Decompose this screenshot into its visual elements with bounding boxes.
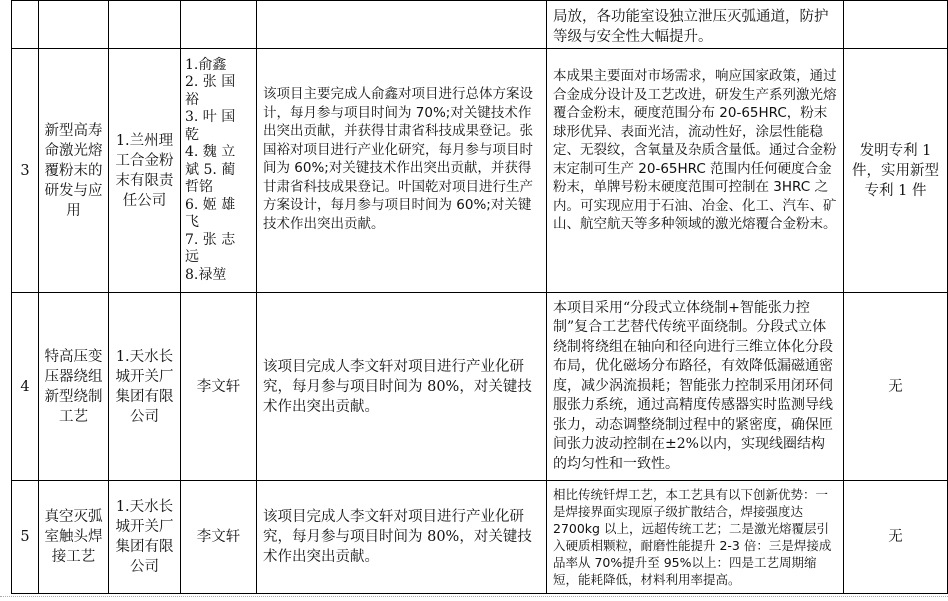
innovation-cell	[547, 1, 844, 49]
achievement-table	[11, 0, 948, 594]
table-row	[12, 1, 948, 49]
innovation-text: 局放，各功能室设独立泄压灭弧通道，防护等级与安全性大幅提升。	[553, 9, 829, 45]
innovation-cell	[547, 481, 844, 594]
ip-text: 无	[888, 529, 903, 545]
row-number-cell	[12, 481, 39, 594]
row-number: 5	[20, 529, 30, 545]
person-name: 1.俞鑫	[185, 56, 227, 73]
contribution-text: 该项目完成人李文轩对项目进行产业化研究，每月参与项目时间为 80%，对关键技术作出突出贡献。	[263, 509, 532, 565]
contribution-text: 该项目完成人李文轩对项目进行产业化研究，每月参与项目时间为 80%，对关键技术作出突出贡献。	[263, 358, 532, 415]
person-name: 3. 叶 国 乾	[185, 109, 236, 143]
unit-cell	[109, 1, 181, 49]
innovation-text: 相比传统钎焊工艺，本工艺具有以下创新优势：一是焊接界面实现原子级扩散结合，焊接强度达 2700kg 以上，远超传统工艺；二是激光熔覆层引入硬质相颗粒，耐磨性能提升 2-3 倍：三是焊接成品率从 70%提升至 95%以上：四是工艺周期缩短，能耗降低，材料利用率提高。	[553, 487, 832, 587]
project-name: 真空灭弧室触头焊接工艺	[44, 509, 103, 565]
row-number: 3	[20, 162, 30, 179]
project-name-cell	[39, 481, 109, 594]
page-bottom-divider	[0, 596, 948, 597]
table-row	[12, 293, 948, 481]
person-name: 7. 张 志 远	[185, 231, 236, 266]
people-cell	[181, 1, 257, 49]
ip-cell	[844, 481, 948, 594]
project-name-cell	[39, 49, 109, 293]
person-name: 6. 姬 雄 飞	[185, 196, 236, 231]
unit-name: 1.天水长城开关厂集团有限公司	[115, 348, 174, 425]
row-number-cell	[12, 49, 39, 293]
innovation-cell	[547, 49, 844, 293]
unit-name: 1.天水长城开关厂集团有限公司	[115, 499, 174, 575]
project-name-cell	[39, 1, 109, 49]
person-name: 李文轩	[196, 529, 241, 545]
innovation-text: 本成果主要面对市场需求，响应国家政策，通过合金成分设计及工艺改进，研发生产系列激光熔覆合金粉末，硬度范围分布 20-65HRC，粉末球形优异、表面光洁，流动性好，涂层性能稳定、无裂纹，含氧量及杂质含量低。通过合金粉末定制可生产 20-65HRC 范围内任何硬度合金粉末，单牌号粉末硬度范围可控制在 3HRC 之内。可实现应用于石油、冶金、化工、汽车、矿山、航空航天等多种领域的激光熔覆合金粉末。	[553, 68, 837, 232]
person-name: 4. 魏 立 斌 5. 蔺 哲铭	[185, 144, 236, 196]
innovation-cell	[547, 293, 844, 481]
ip-text: 无	[888, 378, 903, 395]
table-row	[12, 49, 948, 293]
contribution-cell	[257, 293, 547, 481]
unit-name: 1.兰州理工合金粉末有限责任公司	[115, 132, 174, 209]
unit-cell	[109, 293, 181, 481]
project-name: 特高压变压器绕组新型绕制工艺	[44, 348, 103, 425]
contribution-cell	[257, 49, 547, 293]
contribution-cell	[257, 1, 547, 49]
people-cell	[181, 481, 257, 594]
ip-cell	[844, 49, 948, 293]
person-name: 8.禄堃	[185, 266, 227, 283]
row-number-cell	[12, 293, 39, 481]
table-row	[12, 481, 948, 594]
people-cell	[181, 293, 257, 481]
person-name: 2. 张 国 裕	[185, 74, 236, 108]
contribution-text: 该项目主要完成人俞鑫对项目进行总体方案设计，每月参与项目时间为 70%;对关键技术作出突出贡献，并获得甘肃省科技成果登记。张国裕对项目进行产业化研究，每月参与项目时间为 60%;对关键技术作出突出贡献，并获得甘肃省科技成果登记。叶国乾对项目进行生产方案设计，每月参与项目时间为 60%;对关键技术作出突出贡献。	[263, 86, 533, 232]
unit-cell	[109, 49, 181, 293]
unit-cell	[109, 481, 181, 594]
row-number: 4	[20, 378, 30, 395]
people-cell	[181, 49, 257, 293]
innovation-text: 本项目采用“分段式立体绕制+智能张力控制”复合工艺替代传统平面绕制。分段式立体绕制将绕组在轴向和径向进行三维立体化分段布局，优化磁场分布路径，有效降低漏磁通密度，减少涡流损耗；智能张力控制采用闭环伺服张力系统，通过高精度传感器实时监测导线张力，动态调整绕制过程中的紧密度，确保匝间张力波动控制在±2%以内，实现线圈结构的均匀性和一致性。	[553, 299, 833, 472]
ip-text: 发明专利 1 件，实用新型专利 1 件	[852, 142, 939, 199]
ip-cell	[844, 293, 948, 481]
row-number-cell	[12, 1, 39, 49]
contribution-cell	[257, 481, 547, 594]
ip-cell	[844, 1, 948, 49]
person-name: 李文轩	[196, 378, 241, 395]
project-name-cell	[39, 293, 109, 481]
project-name: 新型高寿命激光熔覆粉末的研发与应用	[44, 122, 103, 219]
